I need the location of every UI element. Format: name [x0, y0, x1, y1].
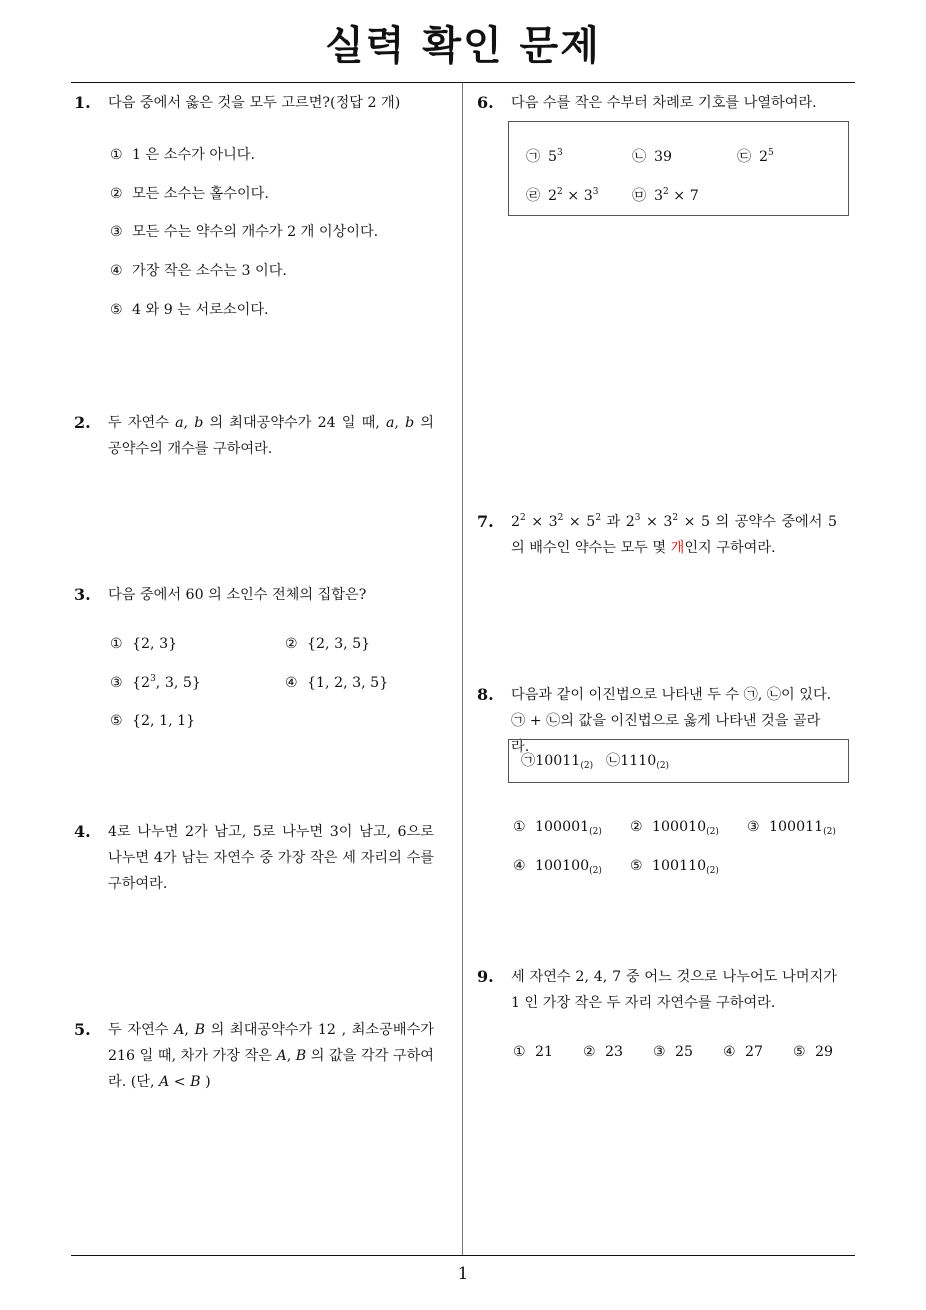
- q8-option-3[interactable]: ③ $100011_{(2)}$: [747, 819, 836, 837]
- question-text: 두 자연수 A, B 의 최대공약수가 12 , 최소공배수가 216 일 때, 차가 가장 작은 A, B 의 값을 각각 구하여라. (단, A < B ): [108, 1022, 435, 1090]
- q8-option-1[interactable]: ① $100001_{(2)}$: [513, 819, 602, 837]
- question-number: 3.: [74, 585, 91, 604]
- option-text: 가장 작은 소수는 3 이다.: [132, 263, 287, 279]
- q1-option-3[interactable]: [110, 222, 378, 242]
- q1-option-2[interactable]: [110, 184, 269, 204]
- question-number: 7.: [477, 512, 494, 531]
- option-mark: ②: [110, 186, 123, 202]
- page-title: 실력 확인 문제: [325, 23, 601, 69]
- option-mark: ①: [110, 147, 123, 163]
- question-3: [74, 582, 434, 608]
- question-2: [74, 410, 434, 462]
- bottom-rule: [71, 1255, 855, 1256]
- column-divider: [462, 83, 463, 1255]
- option-text: {2, 3}: [132, 636, 178, 652]
- question-number: 9.: [477, 967, 494, 986]
- question-1: [74, 90, 434, 116]
- option-mark: ④: [285, 675, 298, 691]
- option-text: {2, 3, 5}: [307, 636, 371, 652]
- q9-option-3[interactable]: ③ 25: [653, 1044, 694, 1060]
- q9-option-4[interactable]: ④ 27: [723, 1044, 764, 1060]
- question-text: 다음 중에서 60 의 소인수 전체의 집합은?: [108, 587, 367, 603]
- top-rule: [71, 82, 855, 83]
- q3-option-5[interactable]: [110, 711, 195, 731]
- option-text: {$2^3$, 3, 5}: [132, 674, 201, 691]
- option-text: {2, 1, 1}: [132, 713, 196, 729]
- page-number: 1: [457, 1264, 469, 1284]
- q9-option-5[interactable]: ⑤ 29: [793, 1044, 834, 1060]
- q8-option-2[interactable]: ② $100010_{(2)}$: [630, 819, 719, 837]
- option-mark: ⑤: [110, 713, 123, 729]
- question-text: 다음 수를 작은 수부터 차례로 기호를 나열하여라.: [511, 95, 817, 111]
- q6-item-2: ㉡ 39: [632, 149, 673, 165]
- question-text: 4로 나누면 2가 남고, 5로 나누면 3이 남고, 6으로 나누면 4가 남는 자연수 중 가장 작은 세 자리의 수를 구하여라.: [108, 824, 434, 892]
- option-text: 모든 소수는 홀수이다.: [132, 186, 269, 202]
- option-mark: ③: [110, 224, 123, 240]
- q3-option-3[interactable]: [110, 673, 201, 693]
- q1-option-5[interactable]: [110, 300, 269, 320]
- question-number: 2.: [74, 413, 91, 432]
- q8-given-b: $㉡1110_{(2)}$: [606, 753, 670, 771]
- option-mark: ④: [110, 263, 123, 279]
- question-text: 다음과 같이 이진법으로 나타낸 두 수 ㉠, ㉡이 있다. ㉠ + ㉡의 값을 이진법으로 옳게 나타낸 것을 골라라.: [511, 687, 832, 755]
- question-number: 6.: [477, 93, 494, 112]
- option-text: {1, 2, 3, 5}: [307, 675, 389, 691]
- q8-option-5[interactable]: ⑤ $100110_{(2)}$: [630, 858, 719, 876]
- q3-option-1[interactable]: [110, 634, 177, 654]
- question-6: [477, 90, 837, 116]
- q9-option-1[interactable]: ① 21: [513, 1044, 554, 1060]
- highlighted-word: 개: [670, 540, 685, 556]
- q8-option-4[interactable]: ④ $100100_{(2)}$: [513, 858, 602, 876]
- question-text: 세 자연수 2, 4, 7 중 어느 것으로 나누어도 나머지가 1 인 가장 작은 두 자리 자연수를 구하여라.: [511, 969, 837, 1011]
- q6-item-1: ㉠ $5^3$: [526, 148, 563, 165]
- q3-option-2[interactable]: [285, 634, 370, 654]
- q3-option-4[interactable]: [285, 673, 388, 693]
- question-number: 1.: [74, 93, 91, 112]
- option-text: 1 은 소수가 아니다.: [132, 147, 256, 163]
- question-number: 5.: [74, 1020, 91, 1039]
- q1-option-1[interactable]: [110, 145, 255, 165]
- q6-item-5: ㉤ $3^2 \times 7$: [632, 187, 699, 204]
- question-text: 두 자연수 a, b 의 최대공약수가 24 일 때, a, b 의 공약수의 개수를 구하여라.: [108, 415, 434, 457]
- question-5: [74, 1017, 434, 1095]
- question-text: $2^2 \times 3^2 \times 5^2$ 과 $2^3 \times 3^2 \times 5$ 의 공약수 중에서 5 의 배수인 약수는 모두 몇 개인지 구하여라.: [511, 513, 837, 556]
- option-text: 모든 수는 약수의 개수가 2 개 이상이다.: [132, 224, 379, 240]
- q6-item-4: ㉣ $2^2 \times 3^3$: [526, 187, 599, 204]
- q9-option-2[interactable]: ② 23: [583, 1044, 624, 1060]
- q1-option-4[interactable]: [110, 261, 287, 281]
- q6-item-3: ㉢ $2^5$: [737, 148, 774, 165]
- option-text: 4 와 9 는 서로소이다.: [132, 302, 269, 318]
- option-mark: ②: [285, 636, 298, 652]
- question-4: [74, 819, 434, 897]
- option-mark: ⑤: [110, 302, 123, 318]
- question-9: [477, 964, 837, 1016]
- question-text: 다음 중에서 옳은 것을 모두 고르면?(정답 2 개): [108, 95, 401, 111]
- question-7: [477, 509, 837, 561]
- question-number: 4.: [74, 822, 91, 841]
- q8-given-a: $㉠10011_{(2)}$: [521, 753, 594, 771]
- question-number: 8.: [477, 685, 494, 704]
- option-mark: ①: [110, 636, 123, 652]
- option-mark: ③: [110, 675, 123, 691]
